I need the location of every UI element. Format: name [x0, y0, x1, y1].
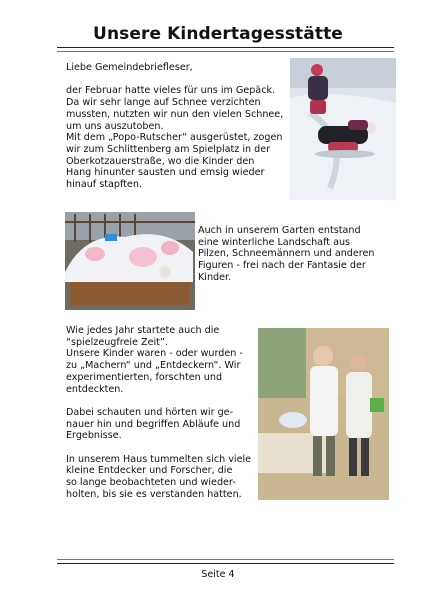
garden-paragraph: Auch in unserem Garten entstand eine winterliche Landschaft aus Pilzen, Schneemännern und anderen Figuren - frei nach der Fantasie der Kinder. [198, 225, 375, 283]
footer-rule [57, 559, 394, 560]
header-rule-secondary [57, 51, 394, 52]
footer-rule-secondary [57, 563, 394, 564]
sledding-photo [290, 58, 396, 200]
page-title: Unsere Kindertagesstätte [93, 24, 343, 44]
header-rule [57, 47, 394, 48]
page-number: Seite 4 [201, 569, 235, 580]
snow-garden-photo [65, 212, 195, 310]
toy-free-time-paragraph: Wie jedes Jahr startete auch die “spielzeugfreie Zeit”. Unsere Kinder waren - oder wurden - zu „Machern“ und „Entdeckern“. Wir experimentierten, forschten und entdeckten. Dabei schauten und hörten wir ge- nauer hin und begriffen Abläufe und Ergebnisse. In unserem Haus tummelten sich viele kleine Entdecker und Forscher, die so lange beobachteten und wieder- holten, bis sie es verstanden hatten. [66, 325, 252, 500]
experiment-photo [258, 328, 389, 500]
intro-paragraph: Liebe Gemeindebriefleser, der Februar hatte vieles für uns im Gepäck. Da wir sehr lange auf Schnee verzichten mussten, nutzten wir nun den vielen Schnee, um uns auszutoben. Mit dem „Popo-Rutscher“ ausgerüstet, zogen wir zum Schlittenberg am Spielplatz in der Oberkotzauerstraße, wo die Kinder den Hang hinunter sausten und emsig wieder hinauf stapften. [66, 62, 284, 191]
